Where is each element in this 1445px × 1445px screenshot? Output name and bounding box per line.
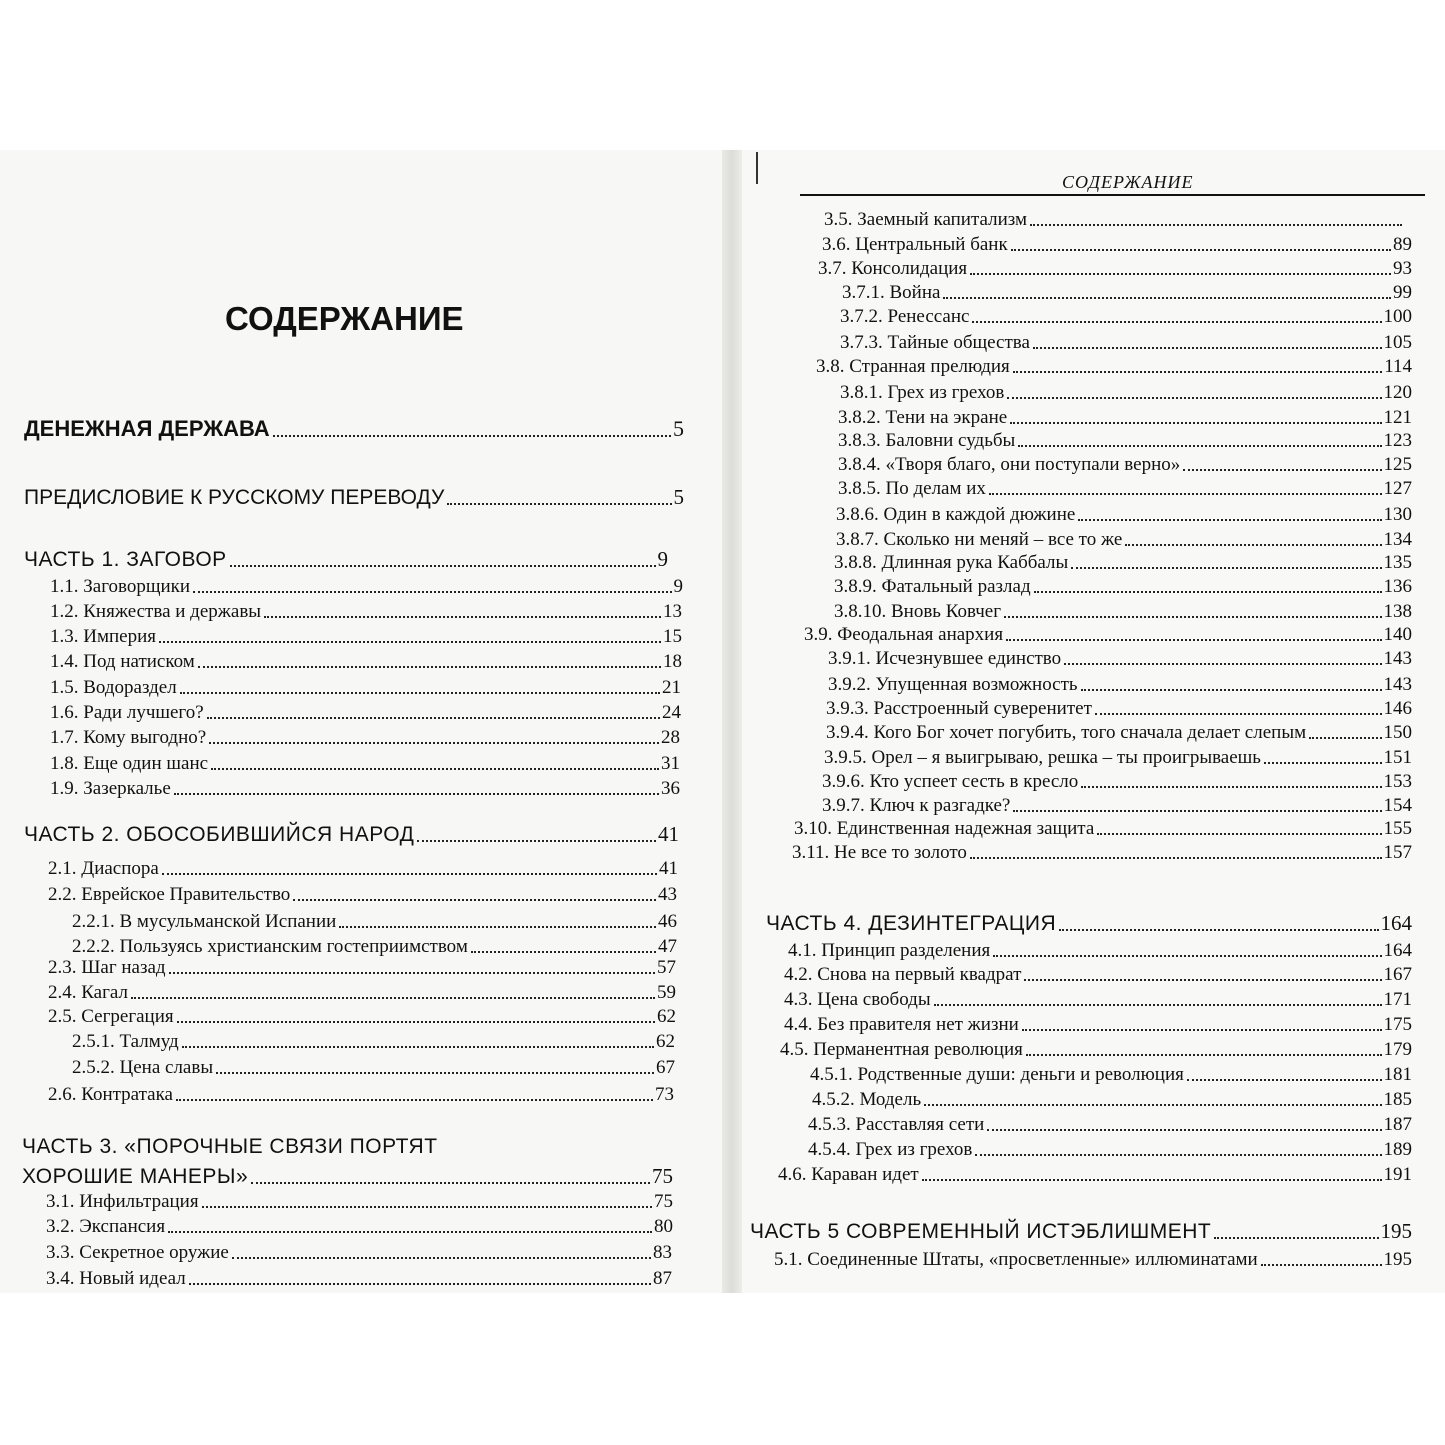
toc-dot-leader <box>1125 544 1381 546</box>
toc-entry-left-3[interactable] <box>50 572 683 598</box>
toc-page-number: 31 <box>661 753 680 774</box>
toc-dot-leader <box>1261 1264 1382 1266</box>
toc-entry-left-1[interactable] <box>24 484 684 510</box>
toc-dot-leader <box>1081 786 1381 788</box>
toc-entry-title: 3.3. Секретное оружие <box>46 1242 229 1263</box>
toc-dot-leader <box>1071 567 1381 569</box>
toc-entry-title: 1.3. Империя <box>50 626 157 647</box>
toc-entry-title: 3.11. Не все то золото <box>792 842 967 863</box>
toc-page-number: 120 <box>1383 382 1412 403</box>
toc-entry-left-19[interactable] <box>48 1002 676 1028</box>
toc-dot-leader <box>1013 810 1381 812</box>
toc-page-number: 179 <box>1383 1039 1412 1060</box>
toc-dot-leader <box>176 1099 653 1101</box>
toc-page-number: 171 <box>1383 989 1412 1010</box>
toc-page-number: 75 <box>654 1191 673 1212</box>
toc-entry-left-21[interactable] <box>72 1053 675 1079</box>
toc-page-number: 89 <box>1393 234 1412 255</box>
toc-entry-title: ДЕНЕЖНАЯ ДЕРЖАВА <box>24 416 270 441</box>
toc-page-number: 43 <box>658 884 677 905</box>
toc-page-number: 75 <box>652 1164 673 1188</box>
toc-entry-left-24[interactable] <box>46 1187 673 1213</box>
toc-entry-right-18[interactable] <box>828 644 1412 670</box>
toc-page-number: 36 <box>661 778 680 799</box>
toc-entry-title: 3.4. Новый идеал <box>46 1268 186 1289</box>
toc-page-number: 62 <box>656 1031 675 1052</box>
toc-entry-title: 3.8.5. По делам их <box>838 478 986 499</box>
toc-page-number: 185 <box>1383 1089 1412 1110</box>
toc-entry-right-37[interactable] <box>778 1160 1412 1186</box>
toc-entry-right-0[interactable] <box>824 205 1404 231</box>
toc-entry-title: 3.9.4. Кого Бог хочет погубить, того сначала делает слепым <box>826 722 1307 743</box>
toc-entry-left-25[interactable] <box>46 1212 673 1238</box>
toc-dot-leader <box>251 1182 650 1184</box>
left-page <box>0 150 722 1293</box>
toc-entry-title: 2.2.1. В мусульманской Испании <box>72 911 337 932</box>
toc-page-number: 15 <box>663 626 682 647</box>
toc-entry-left-27[interactable] <box>46 1264 672 1290</box>
toc-entry-title: 2.5.2. Цена славы <box>72 1057 214 1078</box>
toc-entry-left-9[interactable] <box>50 723 680 749</box>
toc-entry-title: 4.5.4. Грех из грехов <box>808 1139 973 1160</box>
toc-dot-leader <box>264 616 661 618</box>
toc-page-number: 175 <box>1383 1014 1412 1035</box>
toc-entry-right-11[interactable] <box>838 474 1412 500</box>
toc-entry-title: 1.1. Заговорщики <box>50 576 191 597</box>
toc-entry-title: 3.7.3. Тайные общества <box>840 332 1030 353</box>
toc-dot-leader <box>177 1021 655 1023</box>
toc-entry-title: 2.5. Сегрегация <box>48 1006 174 1027</box>
toc-dot-leader <box>993 955 1381 957</box>
toc-entry-left-10[interactable] <box>50 749 680 775</box>
toc-dot-leader <box>1013 371 1382 373</box>
toc-dot-leader <box>970 857 1382 859</box>
toc-entry-title: 1.5. Водораздел <box>50 677 177 698</box>
toc-entry-left-12[interactable] <box>24 821 679 847</box>
toc-entry-right-21[interactable] <box>826 718 1412 744</box>
toc-entry-title: 3.9.3. Расстроенный суверенитет <box>826 698 1092 719</box>
toc-dot-leader <box>1018 445 1381 447</box>
toc-entry-right-4[interactable] <box>840 302 1412 328</box>
toc-page-number: 134 <box>1383 529 1412 550</box>
toc-entry-right-28[interactable] <box>788 936 1412 962</box>
toc-dot-leader <box>989 493 1382 495</box>
toc-entry-left-5[interactable] <box>50 622 682 648</box>
toc-page-number: 5 <box>673 485 684 509</box>
toc-page-number: 143 <box>1383 674 1412 695</box>
toc-page-number: 191 <box>1383 1164 1412 1185</box>
toc-dot-leader <box>1183 469 1381 471</box>
toc-dot-leader <box>1064 663 1381 665</box>
spine-line <box>756 152 758 184</box>
toc-entry-left-15[interactable] <box>72 907 677 933</box>
toc-page-number: 114 <box>1384 356 1412 377</box>
toc-entry-left-23[interactable] <box>22 1163 673 1189</box>
toc-entry-right-39[interactable] <box>774 1245 1412 1271</box>
toc-page-number: 9 <box>673 576 683 597</box>
toc-entry-right-22[interactable] <box>824 743 1412 769</box>
toc-entry-title: 3.8.6. Один в каждой дюжине <box>836 504 1076 525</box>
toc-entry-title: 4.5. Перманентная революция <box>780 1039 1023 1060</box>
toc-dot-leader <box>1022 1029 1382 1031</box>
toc-dot-leader <box>1187 1079 1382 1081</box>
toc-entry-title: 2.3. Шаг назад <box>48 957 166 978</box>
toc-entry-right-23[interactable] <box>822 767 1412 793</box>
toc-entry-title: 2.6. Контратака <box>48 1084 173 1105</box>
toc-entry-right-35[interactable] <box>808 1110 1412 1136</box>
toc-page-number: 146 <box>1383 698 1412 719</box>
toc-entry-title: 3.8.7. Сколько ни меняй – все то же <box>836 529 1123 550</box>
toc-entry-right-15[interactable] <box>834 572 1412 598</box>
toc-entry-right-30[interactable] <box>784 985 1412 1011</box>
toc-entry-title: 3.7. Консолидация <box>818 258 968 279</box>
toc-dot-leader <box>180 692 660 694</box>
toc-dot-leader <box>202 1206 652 1208</box>
toc-entry-title: 1.2. Княжества и державы <box>50 601 262 622</box>
toc-entry-title: 1.4. Под натиском <box>50 651 195 672</box>
toc-entry-right-32[interactable] <box>780 1035 1412 1061</box>
toc-entry-title: 3.7.2. Ренессанс <box>840 306 970 327</box>
running-head: СОДЕРЖАНИЕ <box>1062 172 1194 192</box>
toc-dot-leader <box>1006 639 1381 641</box>
toc-page-number: 41 <box>659 858 678 879</box>
toc-page-number: 195 <box>1383 1249 1412 1270</box>
toc-dot-leader <box>447 503 671 505</box>
toc-page-number: 73 <box>655 1084 674 1105</box>
toc-dot-leader <box>169 972 655 974</box>
toc-entry-title: 2.2. Еврейское Правительство <box>48 884 291 905</box>
toc-page-number: 5 <box>673 416 684 441</box>
toc-entry-title: 3.6. Центральный банк <box>822 234 1008 255</box>
toc-page-number: 67 <box>656 1057 675 1078</box>
toc-entry-title: 4.4. Без правителя нет жизни <box>784 1014 1019 1035</box>
toc-dot-leader <box>207 717 660 719</box>
toc-page-number: 155 <box>1383 818 1412 839</box>
toc-page-number: 21 <box>662 677 681 698</box>
toc-dot-leader <box>1033 347 1382 349</box>
toc-entry-right-5[interactable] <box>840 328 1412 354</box>
toc-entry-title: 2.5.1. Талмуд <box>72 1031 179 1052</box>
toc-dot-leader <box>1095 713 1382 715</box>
toc-dot-leader <box>1309 737 1381 739</box>
toc-dot-leader <box>1034 591 1382 593</box>
toc-page-number: 125 <box>1383 454 1412 475</box>
toc-dot-leader <box>182 1046 654 1048</box>
toc-entry-title: 3.9.2. Упущенная возможность <box>828 674 1078 695</box>
book-gutter <box>722 150 742 1293</box>
toc-entry-title: 1.6. Ради лучшего? <box>50 702 204 723</box>
toc-page-number: 130 <box>1383 504 1412 525</box>
toc-entry-right-34[interactable] <box>812 1085 1412 1111</box>
toc-entry-left-14[interactable] <box>48 880 677 906</box>
toc-page-number: 143 <box>1383 648 1412 669</box>
toc-entry-title: 3.8.2. Тени на экране <box>838 407 1008 428</box>
toc-page-number: 154 <box>1383 795 1412 816</box>
toc-page-number: 62 <box>657 1006 676 1027</box>
toc-page-number: 83 <box>653 1242 672 1263</box>
toc-entry-right-25[interactable] <box>794 814 1412 840</box>
toc-page-number: 18 <box>663 651 682 672</box>
toc-entry-right-20[interactable] <box>826 694 1412 720</box>
toc-dot-leader <box>1264 762 1382 764</box>
toc-page-number: 100 <box>1383 306 1412 327</box>
toc-page-number: 136 <box>1383 576 1412 597</box>
toc-dot-leader <box>232 1257 651 1259</box>
toc-entry-right-26[interactable] <box>792 838 1412 864</box>
toc-entry-title: ЧАСТЬ 1. ЗАГОВОР <box>24 548 227 571</box>
toc-page-number: 123 <box>1383 430 1412 451</box>
toc-entry-title: 3.9.7. Ключ к разгадке? <box>822 795 1011 816</box>
toc-entry-left-17[interactable] <box>48 953 676 979</box>
toc-entry-title: 4.1. Принцип разделения <box>788 940 991 961</box>
toc-page-number: 195 <box>1380 1219 1412 1243</box>
toc-dot-leader <box>1011 249 1391 251</box>
toc-page-number: 127 <box>1383 478 1412 499</box>
toc-page-number: 28 <box>661 727 680 748</box>
toc-entry-title: 4.3. Цена свободы <box>784 989 931 1010</box>
toc-entry-title: 3.8.3. Баловни судьбы <box>838 430 1016 451</box>
toc-dot-leader <box>1081 689 1382 691</box>
toc-dot-leader <box>1007 397 1381 399</box>
toc-entry-title: 3.9.6. Кто успеет сесть в кресло <box>822 771 1079 792</box>
toc-entry-title: 3.8.9. Фатальный разлад <box>834 576 1031 597</box>
toc-entry-title: 2.4. Кагал <box>48 982 128 1003</box>
toc-entry-left-18[interactable] <box>48 978 676 1004</box>
toc-entry-title: 2.1. Диаспора <box>48 858 159 879</box>
toc-entry-title: ЧАСТЬ 5 СОВРЕМЕННЫЙ ИСТЭБЛИШМЕНТ <box>750 1220 1212 1243</box>
toc-entry-title: 4.5.2. Модель <box>812 1089 922 1110</box>
toc-page-number: 47 <box>658 936 677 957</box>
toc-entry-title: ПРЕДИСЛОВИЕ К РУССКОМУ ПЕРЕВОДУ <box>24 486 445 509</box>
toc-entry-right-7[interactable] <box>840 378 1412 404</box>
toc-entry-right-2[interactable] <box>818 254 1412 280</box>
toc-dot-leader <box>209 742 659 744</box>
toc-entry-title: 1.8. Еще один шанс <box>50 753 209 774</box>
toc-entry-title: 1.7. Кому выгодно? <box>50 727 207 748</box>
toc-dot-leader <box>193 591 671 593</box>
toc-dot-leader <box>198 666 661 668</box>
toc-entry-right-38[interactable] <box>750 1218 1412 1244</box>
toc-dot-leader <box>1059 929 1378 931</box>
toc-dot-leader <box>273 435 671 437</box>
toc-entry-title: 3.5. Заемный капитализм <box>824 209 1028 230</box>
toc-page-number: 138 <box>1383 601 1412 622</box>
toc-dot-leader <box>1024 979 1381 981</box>
toc-entry-right-3[interactable] <box>842 278 1412 304</box>
toc-entry-left-20[interactable] <box>72 1027 675 1053</box>
toc-page-number: 121 <box>1383 407 1412 428</box>
toc-entry-title: 3.9. Феодальная анархия <box>804 624 1004 645</box>
toc-page-number: 46 <box>658 911 677 932</box>
header-rule <box>800 194 1425 196</box>
toc-entry-left-2[interactable] <box>24 546 668 572</box>
toc-entry-right-19[interactable] <box>828 670 1412 696</box>
toc-dot-leader <box>162 873 657 875</box>
toc-entry-left-7[interactable] <box>50 673 681 699</box>
toc-dot-leader <box>1026 1054 1382 1056</box>
toc-dot-leader <box>987 1129 1381 1131</box>
toc-entry-left-8[interactable] <box>50 698 681 724</box>
toc-entry-title: 3.9.5. Орел – я выигрываю, решка – ты проигрываешь <box>824 747 1261 768</box>
toc-entry-title: 3.7.1. Война <box>842 282 941 303</box>
toc-page-number: 80 <box>654 1216 673 1237</box>
toc-page-number: 140 <box>1383 624 1412 645</box>
toc-page-number: 167 <box>1383 964 1412 985</box>
toc-entry-right-10[interactable] <box>838 450 1412 476</box>
toc-dot-leader <box>168 1231 652 1233</box>
toc-page-number: 105 <box>1383 332 1412 353</box>
toc-entry-title: 3.2. Экспансия <box>46 1216 166 1237</box>
toc-page-number: 57 <box>657 957 676 978</box>
toc-dot-leader <box>339 926 656 928</box>
toc-entry-right-12[interactable] <box>836 500 1412 526</box>
toc-page-number: 164 <box>1383 940 1412 961</box>
toc-entry-title: 3.1. Инфильтрация <box>46 1191 199 1212</box>
toc-page-number: 150 <box>1383 722 1412 743</box>
toc-entry-right-17[interactable] <box>804 620 1412 646</box>
toc-dot-leader <box>922 1179 1382 1181</box>
toc-entry-title: 4.6. Караван идет <box>778 1164 919 1185</box>
toc-page-number: 93 <box>1393 258 1412 279</box>
right-page <box>742 150 1445 1293</box>
toc-dot-leader <box>174 793 659 795</box>
toc-page-number: 157 <box>1383 842 1412 863</box>
toc-entry-left-11[interactable] <box>50 774 680 800</box>
toc-dot-leader <box>293 899 656 901</box>
toc-entry-title: 3.8.4. «Творя благо, они поступали верно» <box>838 454 1181 475</box>
toc-dot-leader <box>972 321 1381 323</box>
toc-dot-leader <box>211 768 659 770</box>
toc-entry-right-33[interactable] <box>810 1060 1412 1086</box>
toc-entry-right-1[interactable] <box>822 230 1412 256</box>
toc-dot-leader <box>216 1072 654 1074</box>
toc-page-number: 164 <box>1380 911 1412 935</box>
toc-dot-leader <box>934 1004 1382 1006</box>
toc-page-number: 87 <box>653 1268 672 1289</box>
toc-page-number: 59 <box>657 982 676 1003</box>
toc-page-number: 99 <box>1393 282 1412 303</box>
toc-entry-title: 3.8.8. Длинная рука Каббалы <box>834 552 1069 573</box>
toc-page-number: 153 <box>1383 771 1412 792</box>
toc-entry-right-36[interactable] <box>808 1135 1412 1161</box>
toc-dot-leader <box>1214 1237 1378 1239</box>
toc-entry-title: 4.5.3. Расставляя сети <box>808 1114 985 1135</box>
toc-entry-title: 3.8.1. Грех из грехов <box>840 382 1005 403</box>
toc-entry-title: 3.9.1. Исчезнувшее единство <box>828 648 1062 669</box>
toc-page-number: 9 <box>657 547 668 571</box>
toc-page-number: 189 <box>1383 1139 1412 1160</box>
toc-entry-title: 3.8.10. Вновь Ковчег <box>834 601 1001 622</box>
toc-dot-leader <box>1004 616 1382 618</box>
toc-entry-title: 3.8. Странная прелюдия <box>816 356 1010 377</box>
toc-page-number: 187 <box>1383 1114 1412 1135</box>
toc-entry-title: 1.9. Зазеркалье <box>50 778 171 799</box>
toc-dot-leader <box>975 1154 1381 1156</box>
toc-dot-leader <box>230 565 656 567</box>
toc-entry-left-6[interactable] <box>50 647 682 673</box>
toc-entry-left-4[interactable] <box>50 597 682 623</box>
toc-entry-right-6[interactable] <box>816 352 1412 378</box>
toc-page-number: 151 <box>1383 747 1412 768</box>
toc-dot-leader <box>159 641 661 643</box>
toc-entry-right-27[interactable] <box>766 910 1412 936</box>
toc-entry-right-9[interactable] <box>838 426 1412 452</box>
toc-entry-left-13[interactable] <box>48 854 678 880</box>
toc-entry-right-29[interactable] <box>784 960 1412 986</box>
toc-dot-leader <box>924 1104 1381 1106</box>
toc-entry-title: 4.5.1. Родственные души: деньги и революция <box>810 1064 1184 1085</box>
toc-dot-leader <box>1030 224 1402 226</box>
toc-dot-leader <box>1078 519 1381 521</box>
toc-dot-leader <box>1010 422 1381 424</box>
toc-dot-leader <box>1097 833 1381 835</box>
toc-entry-title: 5.1. Соединенные Штаты, «просветленные» иллюминатами <box>774 1249 1258 1270</box>
page-title: СОДЕРЖАНИЕ <box>225 300 464 337</box>
toc-dot-leader <box>131 997 655 999</box>
toc-entry-right-31[interactable] <box>784 1010 1412 1036</box>
toc-dot-leader <box>189 1283 651 1285</box>
toc-dot-leader <box>943 297 1391 299</box>
toc-entry-left-22[interactable] <box>48 1080 674 1106</box>
toc-entry-title: 2.2.2. Пользуясь христианским гостеприимством <box>72 936 468 957</box>
toc-page-number: 24 <box>662 702 681 723</box>
toc-entry-left-26[interactable] <box>46 1238 672 1264</box>
toc-entry-title: 4.2. Снова на первый квадрат <box>784 964 1022 985</box>
toc-entry-title-line1: ЧАСТЬ 3. «ПОРОЧНЫЕ СВЯЗИ ПОРТЯТ <box>22 1135 438 1158</box>
toc-page-number: 181 <box>1383 1064 1412 1085</box>
toc-page-number: 135 <box>1383 552 1412 573</box>
toc-dot-leader <box>970 273 1391 275</box>
toc-entry-left-0[interactable] <box>24 416 684 442</box>
toc-entry-title: ЧАСТЬ 4. ДЕЗИНТЕГРАЦИЯ <box>766 912 1057 935</box>
toc-entry-title: ЧАСТЬ 2. ОБОСОБИВШИЙСЯ НАРОД <box>24 823 415 846</box>
toc-page-number: 41 <box>658 822 679 846</box>
toc-dot-leader <box>417 840 656 842</box>
toc-entry-title: ХОРОШИЕ МАНЕРЫ» <box>22 1165 249 1188</box>
toc-entry-title: 3.10. Единственная надежная защита <box>794 818 1095 839</box>
toc-page-number: 13 <box>663 601 682 622</box>
toc-entry-right-14[interactable] <box>834 548 1412 574</box>
